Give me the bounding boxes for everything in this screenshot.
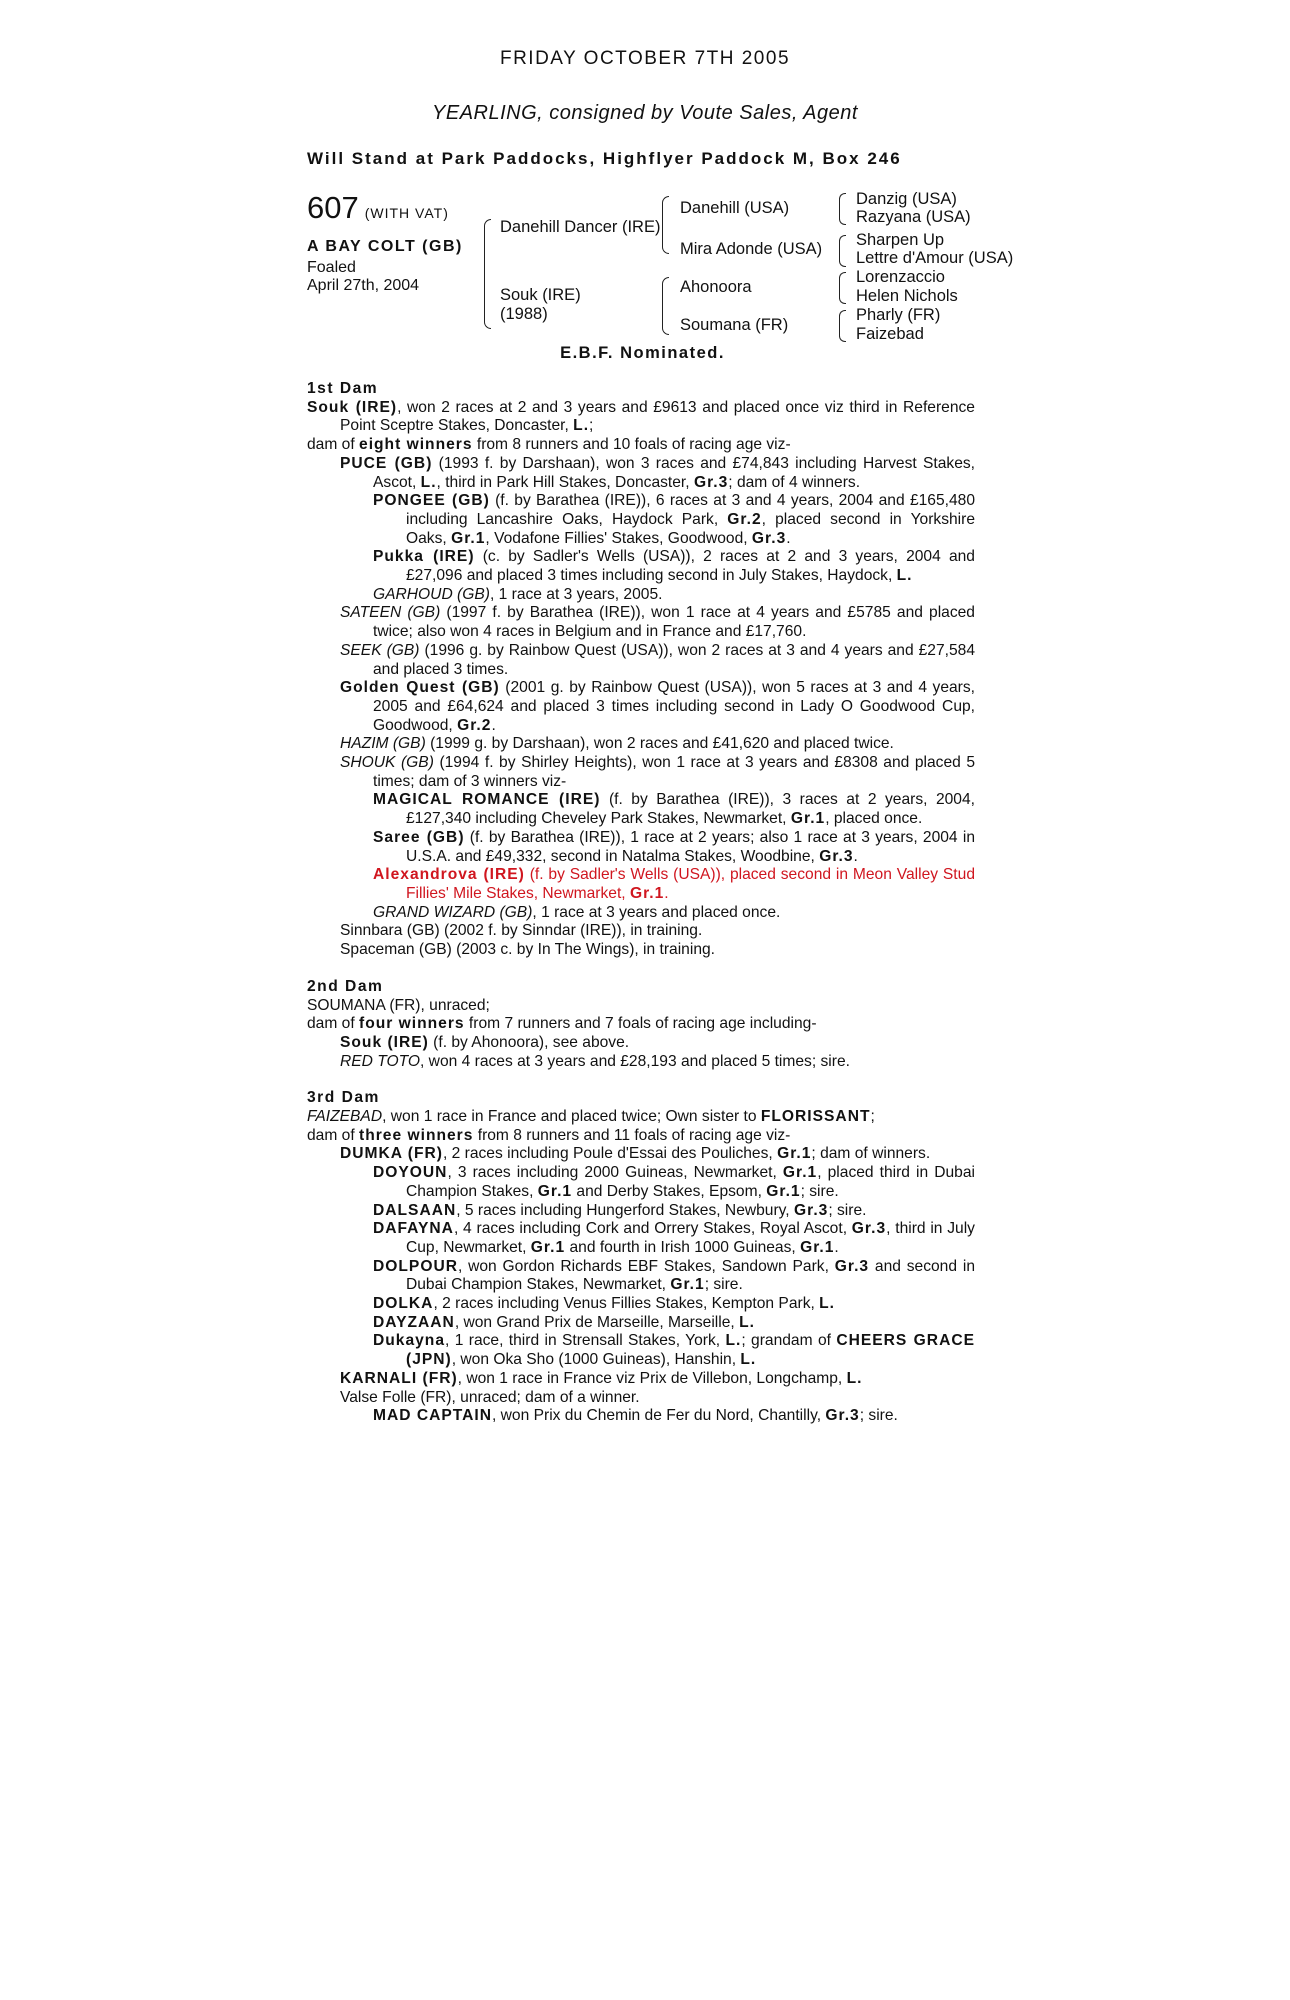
text: (1993 f. by Darshaan), won 3 races and £74,843 including Harvest Stakes, Ascot,	[373, 454, 975, 491]
text: dam of	[307, 1126, 360, 1144]
pedigree-brace	[839, 193, 846, 225]
first-dam-produce-summary	[307, 436, 975, 455]
grade: Gr.1	[790, 810, 826, 828]
produce-entry	[340, 754, 975, 791]
horse-name: DUMKA (FR)	[340, 1145, 443, 1163]
horse-name: SHOUK (GB)	[340, 754, 434, 772]
produce-entry	[373, 1295, 975, 1314]
produce-entry	[373, 548, 975, 585]
horse-name: DAYZAAN	[373, 1313, 455, 1331]
grade: Gr.2	[457, 716, 492, 734]
grade: L.	[739, 1313, 755, 1331]
vat-note: (WITH VAT)	[364, 205, 449, 221]
horse-name: Pukka (IRE)	[373, 548, 475, 566]
pedigree-brace	[839, 272, 846, 304]
grade: Gr.1	[670, 1276, 705, 1294]
grade: Gr.3	[751, 529, 787, 547]
produce-entry	[373, 1258, 975, 1295]
produce-entry	[373, 829, 975, 866]
text: (f. by Barathea (IRE)), 1 race at 2 years; also 1 race at 3 years, 2004 in U.S.A. and £49,332, second in Natalma Stakes, Woodbine,	[406, 828, 975, 865]
grade: L.	[819, 1295, 836, 1313]
dam-name: Souk (IRE)	[307, 398, 398, 416]
horse-name: DOYOUN	[373, 1164, 448, 1182]
horse-name: MAD CAPTAIN	[373, 1407, 492, 1425]
text: and second in Dubai Champion Stakes, Newmarket,	[406, 1257, 975, 1294]
text: , 1 race, third in Strensall Stakes, York,	[445, 1332, 726, 1350]
produce-entry	[340, 1034, 975, 1053]
text: and Derby Stakes, Epsom,	[572, 1182, 767, 1200]
pedigree-brace	[662, 277, 669, 335]
horse-name: RED TOTO	[340, 1052, 421, 1070]
text: , placed third in Dubai Champion Stakes,	[406, 1164, 975, 1200]
text: , placed second in Yorkshire Oaks,	[406, 510, 975, 547]
text: , won Gordon Richards EBF Stakes, Sandown Park,	[457, 1257, 835, 1275]
first-dam-heading: 1st Dam	[307, 380, 379, 397]
horse-name: PONGEE (GB)	[373, 492, 490, 510]
first-dam-record	[307, 399, 975, 436]
horse-name: PUCE (GB)	[340, 454, 433, 472]
grade: Gr.1	[537, 1182, 573, 1200]
horse-name: Golden Quest (GB)	[340, 679, 500, 697]
pedigree-brace	[484, 219, 491, 329]
text: ; sire.	[704, 1276, 743, 1294]
horse-name: KARNALI (FR)	[340, 1369, 458, 1387]
text: (c. by Sadler's Wells (USA)), 2 races at 2 and 3 years, 2004 and £27,096 and placed 3 times including second in July Stakes, Haydock,	[406, 548, 975, 585]
horse-name: CHEERS GRACE (JPN)	[406, 1332, 975, 1369]
horse-name: DALSAAN	[373, 1201, 457, 1219]
grade: Gr.3	[693, 473, 729, 491]
produce-entry	[340, 455, 975, 492]
text: (f. by Ahonoora), see above.	[428, 1033, 630, 1051]
winners-count: three winners	[359, 1126, 474, 1144]
text: , third in Park Hill Stakes, Doncaster,	[436, 473, 694, 491]
consignment-line: YEARLING, consigned by Voute Sales, Agent	[432, 102, 858, 124]
horse-name: DAFAYNA	[373, 1220, 454, 1238]
text: , won Oka Sho (1000 Guineas), Hanshin,	[451, 1351, 741, 1369]
second-dam-heading: 2nd Dam	[307, 977, 384, 995]
horse-name: FLORISSANT	[760, 1108, 871, 1126]
produce-entry	[373, 1220, 975, 1257]
sale-date: FRIDAY OCTOBER 7TH 2005	[499, 48, 791, 69]
text: , 2 races including Venus Fillies Stakes, Kempton Park,	[433, 1295, 820, 1313]
text: .	[834, 1238, 839, 1256]
lot-number	[307, 192, 449, 229]
horse-name: Dukayna	[373, 1332, 446, 1350]
grade: Gr.1	[629, 884, 665, 902]
grade: Gr.3	[834, 1257, 870, 1275]
grade: L.	[896, 567, 913, 585]
sire-dam: Mira Adonde (USA)	[680, 240, 823, 258]
produce-entry	[373, 1314, 975, 1333]
granddam-line-1: Danzig (USA)	[856, 190, 957, 208]
text: .	[786, 529, 791, 547]
highlighted-produce-entry	[373, 866, 975, 903]
lot-number-value: 607	[307, 190, 359, 225]
produce-entry	[373, 1407, 975, 1426]
text: ; grandam of	[741, 1332, 837, 1350]
text: , Vodafone Fillies' Stakes, Goodwood,	[485, 529, 752, 547]
grade: Gr.3	[819, 847, 854, 865]
dam-text-end: ;	[589, 417, 594, 435]
produce-entry	[373, 791, 975, 828]
grade: Gr.1	[782, 1164, 818, 1182]
grade: L.	[573, 417, 590, 435]
horse-name: Alexandrova (IRE)	[373, 866, 525, 884]
granddam-line-2: Razyana (USA)	[856, 208, 971, 226]
produce-entry	[373, 1202, 975, 1221]
granddam-line-6: Helen Nichols	[856, 287, 958, 305]
text: , won 1 race in France viz Prix de Villebon, Longchamp,	[457, 1369, 847, 1387]
second-dam-produce-summary	[307, 1015, 975, 1034]
grade: Gr.1	[777, 1145, 812, 1163]
horse-name: GARHOUD (GB)	[373, 585, 490, 603]
text: (1997 f. by Barathea (IRE)), won 1 race at 4 years and £5785 and placed twice; also won 4 races in Belgium and in France and £17,760.	[373, 604, 975, 641]
grade: L.	[740, 1351, 757, 1369]
winners-count: eight winners	[359, 436, 473, 454]
third-dam-heading: 3rd Dam	[307, 1089, 380, 1107]
granddam-line-3: Sharpen Up	[856, 231, 945, 249]
granddam-line-8: Faizebad	[856, 325, 924, 343]
produce-entry: Spaceman (GB) (2003 c. by In The Wings), in training.	[340, 941, 715, 959]
dam-name: FAIZEBAD	[307, 1108, 383, 1126]
grade: Gr.1	[800, 1238, 835, 1256]
dam-text: , won 2 races at 2 and 3 years and £9613 and placed once viz third in Reference Point Sceptre Stakes, Doncaster,	[340, 398, 975, 435]
text: (f. by Barathea (IRE)), 6 races at 3 and 4 years, 2004 and £165,480 including Lancashire Oaks, Haydock Park,	[406, 492, 975, 528]
grade: Gr.3	[851, 1220, 887, 1238]
text: (f. by Barathea (IRE)), 3 races at 2 years, 2004, £127,340 including Cheveley Park Stakes, Newmarket,	[406, 791, 975, 828]
third-dam-produce-summary	[307, 1127, 975, 1146]
text: .	[853, 847, 858, 865]
horse-name: HAZIM (GB)	[340, 735, 426, 753]
lot-description: A BAY COLT (GB)	[307, 238, 463, 255]
text: , won 1 race in France and placed twice; Own sister to	[382, 1108, 761, 1126]
text: ; sire.	[800, 1182, 839, 1200]
ebf-nominated: E.B.F. Nominated.	[560, 344, 725, 362]
text: ; dam of winners.	[811, 1145, 931, 1163]
produce-entry	[373, 904, 975, 923]
dam-sire: Ahonoora	[680, 278, 752, 296]
text: , 2 races including Poule d'Essai des Pouliches,	[442, 1145, 778, 1163]
produce-entry	[340, 679, 975, 735]
grade: Gr.1	[451, 529, 486, 547]
produce-entry	[340, 604, 975, 641]
grade: Gr.2	[727, 510, 762, 528]
grade: Gr.1	[766, 1182, 801, 1200]
granddam-line-4: Lettre d'Amour (USA)	[856, 249, 1014, 267]
text: (1999 g. by Darshaan), won 2 races and £41,620 and placed twice.	[425, 735, 894, 753]
foaled-info	[307, 259, 419, 295]
pedigree-brace	[839, 235, 846, 267]
produce-entry: Sinnbara (GB) (2002 f. by Sinndar (IRE)), in training.	[340, 922, 703, 940]
horse-name: SATEEN (GB)	[340, 604, 441, 622]
text: .	[491, 716, 496, 734]
text: ; dam of 4 winners.	[728, 473, 861, 491]
horse-name: DOLKA	[373, 1295, 434, 1313]
text: dam of	[307, 436, 360, 454]
grade: L.	[725, 1332, 742, 1350]
produce-entry	[373, 1332, 975, 1369]
foaled-date: April 27th, 2004	[307, 277, 420, 294]
horse-name: GRAND WIZARD (GB)	[373, 903, 533, 921]
granddam-line-7: Pharly (FR)	[856, 306, 941, 324]
text: , 5 races including Hungerford Stakes, Newbury,	[456, 1201, 794, 1219]
text: , 3 races including 2000 Guineas, Newmarket,	[447, 1164, 783, 1182]
produce-entry	[373, 586, 975, 605]
dam-year: (1988)	[500, 305, 548, 323]
text: (f. by Sadler's Wells (USA)), placed second in Meon Valley Stud Fillies' Mile Stakes, Newmarket,	[406, 866, 975, 902]
produce-entry	[340, 1053, 975, 1072]
text: ; sire.	[859, 1407, 898, 1425]
text: , won Prix du Chemin de Fer du Nord, Chantilly,	[492, 1407, 826, 1425]
second-dam-record: SOUMANA (FR), unraced;	[307, 996, 490, 1014]
produce-entry	[373, 492, 975, 548]
text: ;	[870, 1108, 875, 1126]
produce-entry	[340, 642, 975, 679]
produce-entry	[340, 1370, 975, 1389]
stand-location: Will Stand at Park Paddocks, Highflyer Paddock M, Box 246	[307, 149, 902, 168]
text: , 1 race at 3 years, 2005.	[489, 585, 663, 603]
text: , placed once.	[825, 810, 923, 828]
sire: Danehill Dancer (IRE)	[500, 218, 661, 236]
text: , 1 race at 3 years and placed once.	[532, 903, 781, 921]
produce-entry	[340, 735, 975, 754]
foaled-label: Foaled	[307, 259, 356, 276]
horse-name: Souk (IRE)	[340, 1033, 429, 1051]
third-dam-record	[307, 1108, 975, 1127]
grade: Gr.3	[793, 1201, 829, 1219]
sire-sire: Danehill (USA)	[680, 199, 790, 217]
dam-dam: Soumana (FR)	[680, 316, 789, 334]
text: and fourth in Irish 1000 Guineas,	[565, 1238, 801, 1256]
granddam-line-5: Lorenzaccio	[856, 268, 945, 286]
text: .	[664, 884, 669, 902]
text: , won 4 races at 3 years and £28,193 and placed 5 times; sire.	[420, 1052, 850, 1070]
produce-record	[307, 380, 975, 1426]
text: , third in July Cup, Newmarket,	[406, 1220, 975, 1256]
grade: L.	[846, 1369, 863, 1387]
text: (1996 g. by Rainbow Quest (USA)), won 2 races at 3 and 4 years and £27,584 and placed 3 times.	[373, 641, 975, 678]
horse-name: Saree (GB)	[373, 828, 465, 846]
horse-name: DOLPOUR	[373, 1257, 458, 1275]
text: from 8 runners and 11 foals of racing age viz-	[473, 1126, 791, 1144]
grade: L.	[420, 473, 437, 491]
pedigree-brace	[839, 310, 846, 342]
produce-entry: Valse Folle (FR), unraced; dam of a winner.	[340, 1388, 640, 1406]
text: from 7 runners and 7 foals of racing age including-	[464, 1015, 817, 1033]
horse-name: MAGICAL ROMANCE (IRE)	[373, 791, 601, 809]
dam: Souk (IRE)	[500, 286, 581, 304]
text: (2001 g. by Rainbow Quest (USA)), won 5 races at 3 and 4 years, 2005 and £64,624 and placed 3 times including second in Lady O Goodwood Cup, Goodwood,	[373, 679, 976, 734]
produce-entry	[373, 1164, 975, 1201]
pedigree-brace	[662, 196, 669, 254]
text: dam of	[307, 1015, 360, 1033]
text: (1994 f. by Shirley Heights), won 1 race at 3 years and £8308 and placed 5 times; dam of 3 winners viz-	[373, 754, 975, 790]
winners-count: four winners	[359, 1015, 465, 1033]
grade: Gr.1	[530, 1238, 566, 1256]
grade: Gr.3	[825, 1407, 860, 1425]
produce-entry	[340, 1145, 975, 1164]
text: from 8 runners and 10 foals of racing age viz-	[472, 436, 791, 454]
text: , won Grand Prix de Marseille, Marseille,	[454, 1313, 740, 1331]
text: ; sire.	[828, 1201, 867, 1219]
text: , 4 races including Cork and Orrery Stakes, Royal Ascot,	[453, 1220, 852, 1238]
horse-name: SEEK (GB)	[340, 641, 420, 659]
